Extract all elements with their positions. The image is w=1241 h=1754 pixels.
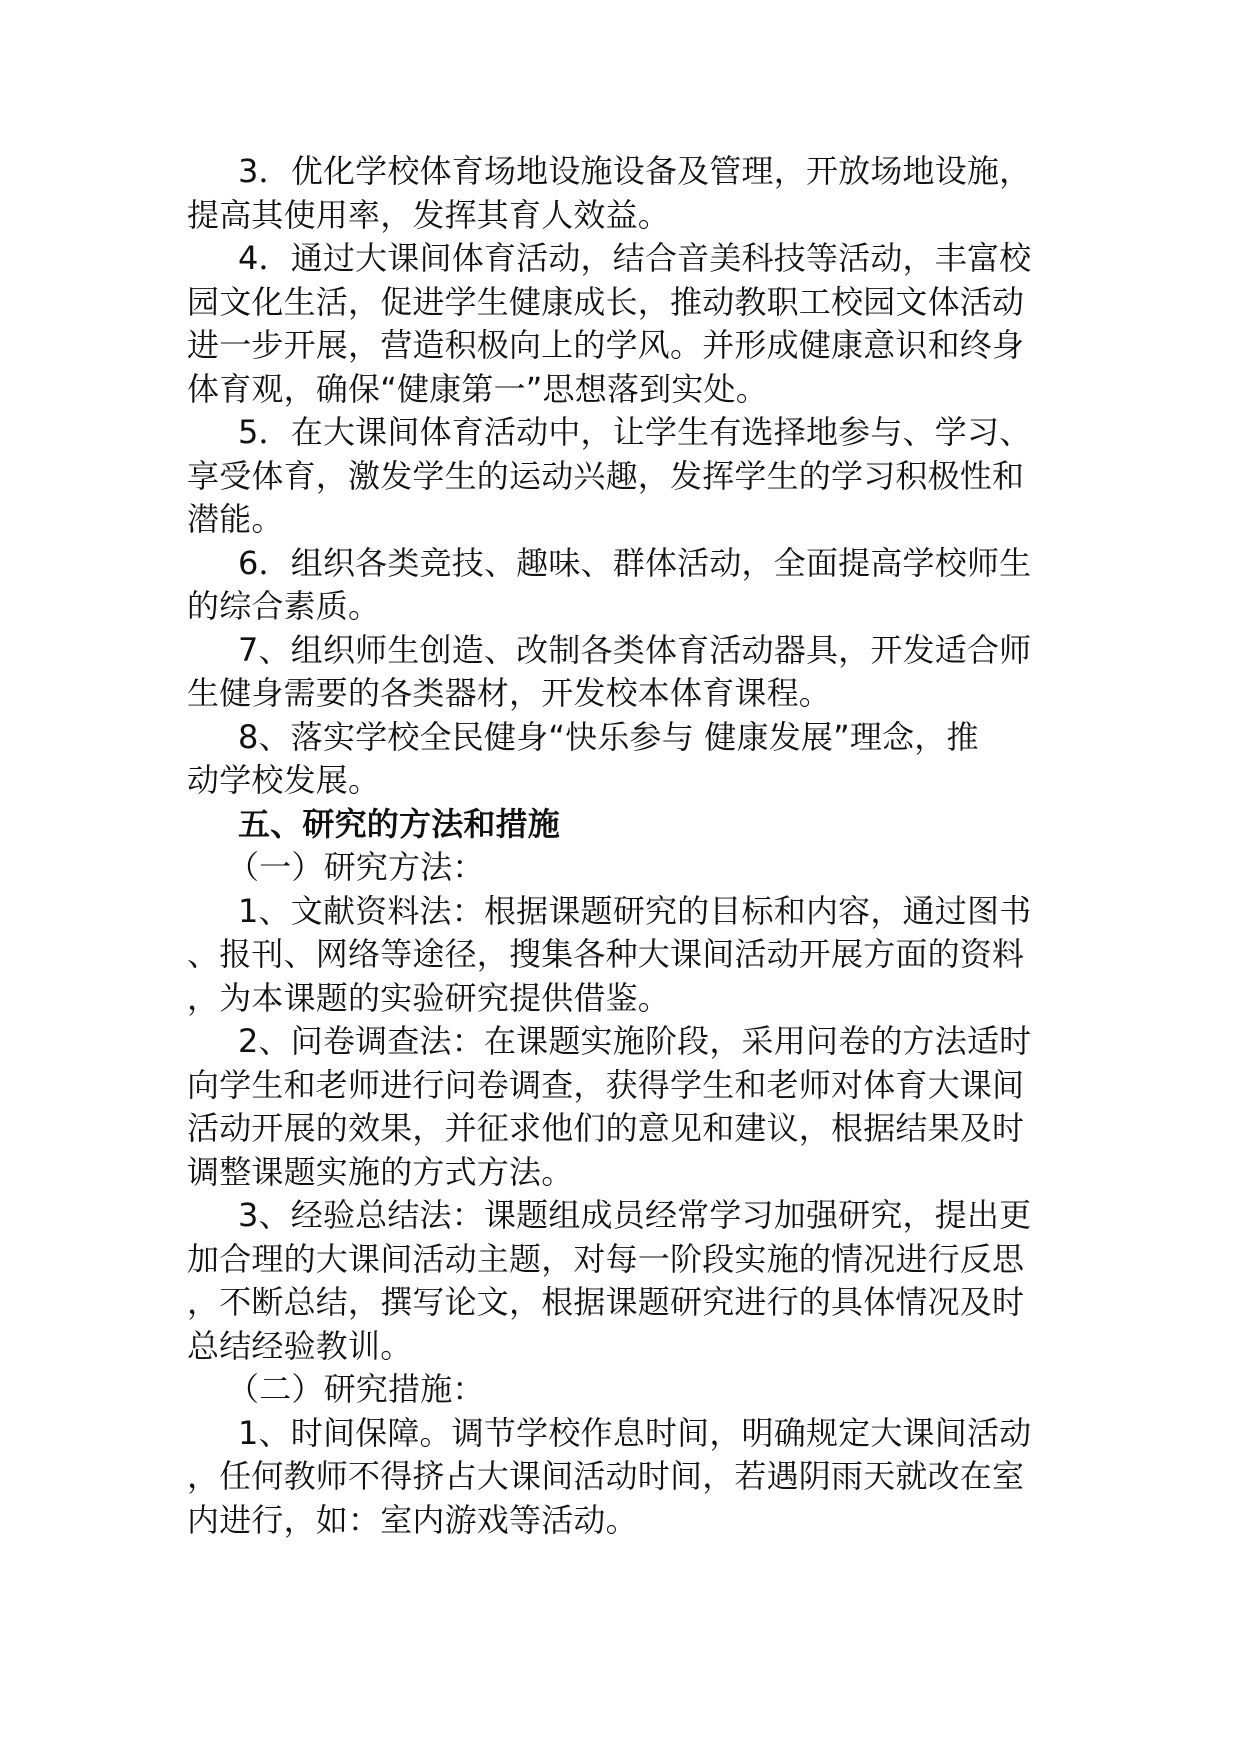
paragraph-line: 3、经验总结法：课题组成员经常学习加强研究，提出更	[238, 1196, 1032, 1234]
paragraph-line: 动学校发展。	[187, 761, 381, 799]
paragraph-line: ，为本课题的实验研究提供借鉴。	[187, 978, 671, 1017]
document-body	[187, 150, 1055, 1542]
paragraph-line: 、报刊、网络等途径，搜集各种大课间活动开展方面的资料	[187, 935, 1025, 973]
paragraph-line: 潜能。	[187, 500, 284, 538]
paragraph-line: 1、时间保障。调节学校作息时间，明确规定大课间活动	[238, 1413, 1032, 1452]
paragraph-line: 园文化生活，促进学生健康成长，推动教职工校园文体活动	[187, 282, 1025, 321]
paragraph-line: 享受体育，激发学生的运动兴趣，发挥学生的学习积极性和	[187, 456, 1025, 495]
paragraph-line: 调整课题实施的方式方法。	[187, 1152, 574, 1191]
subsection-heading: （一）研究方法：	[227, 848, 485, 886]
paragraph-line: 6．组织各类竞技、趣味、群体活动，全面提高学校师生	[238, 543, 1032, 582]
paragraph-line: 体育观，确保“健康第一”思想落到实处。	[187, 369, 768, 408]
paragraph-line: 提高其使用率，发挥其育人效益。	[187, 195, 671, 234]
paragraph-line: ，任何教师不得挤占大课间活动时间，若遇阴雨天就改在室	[187, 1457, 1025, 1495]
paragraph-line: 加合理的大课间活动主题，对每一阶段实施的情况进行反思	[187, 1239, 1025, 1278]
paragraph-line: 7、组织师生创造、改制各类体育活动器具，开发适合师	[238, 630, 1032, 669]
paragraph-line: 4．通过大课间体育活动，结合音美科技等活动，丰富校	[238, 239, 1032, 277]
section-heading: 五、研究的方法和措施	[238, 804, 561, 843]
paragraph-line: 活动开展的效果，并征求他们的意见和建议，根据结果及时	[187, 1109, 1025, 1147]
paragraph-line: 总结经验教训。	[187, 1326, 413, 1365]
paragraph-line: 3．优化学校体育场地设施设备及管理，开放场地设施，	[238, 152, 1032, 190]
paragraph-line: 5．在大课间体育活动中，让学生有选择地参与、学习、	[238, 413, 1032, 451]
subsection-heading: （二）研究措施：	[227, 1370, 485, 1408]
paragraph-line: 生健身需要的各类器材，开发校本体育课程。	[187, 674, 832, 712]
paragraph-line: 向学生和老师进行问卷调查，获得学生和老师对体育大课间	[187, 1065, 1025, 1104]
paragraph-line: 进一步开展，营造积极向上的学风。并形成健康意识和终身	[187, 326, 1025, 364]
paragraph-line: 1、文献资料法：根据课题研究的目标和内容，通过图书	[238, 891, 1032, 930]
paragraph-line: 2、问卷调查法：在课题实施阶段，采用问卷的方法适时	[238, 1022, 1032, 1060]
paragraph-line: 8、落实学校全民健身“快乐参与 健康发展”理念，推	[238, 717, 979, 756]
paragraph-line: ，不断总结，撰写论文，根据课题研究进行的具体情况及时	[187, 1283, 1025, 1321]
paragraph-line: 的综合素质。	[187, 587, 381, 625]
paragraph-line: 内进行，如：室内游戏等活动。	[187, 1500, 638, 1539]
